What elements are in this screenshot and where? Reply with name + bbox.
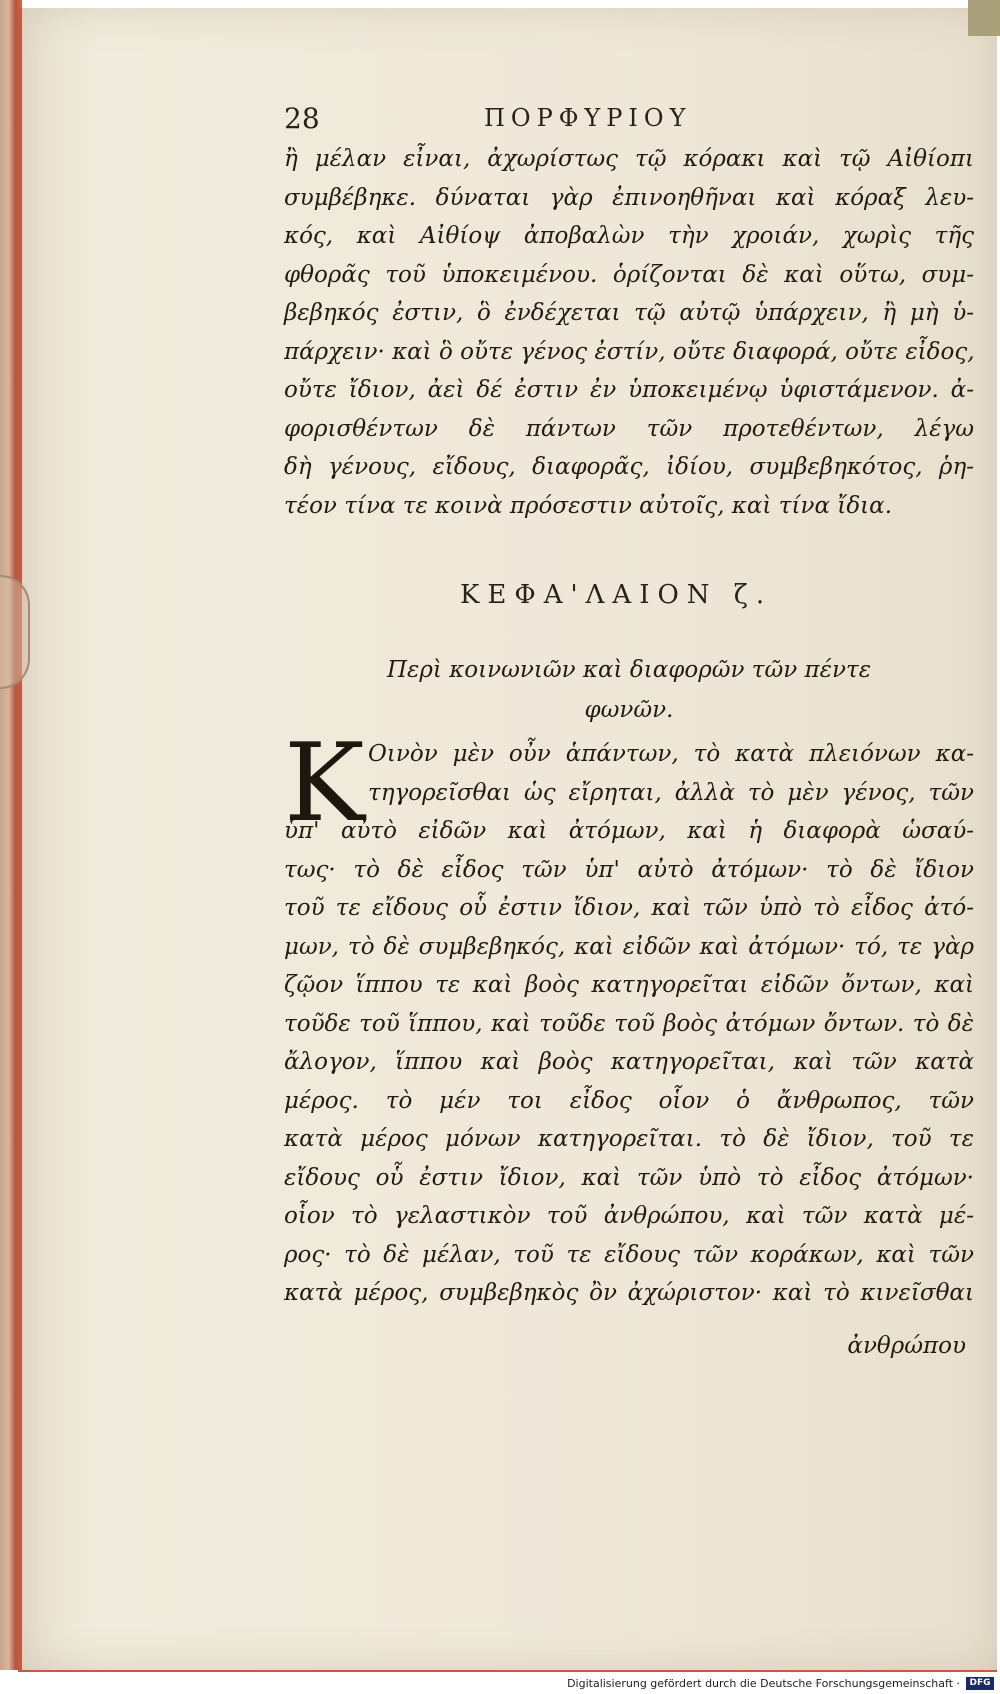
dfg-logo-icon: DFG [966, 1677, 994, 1690]
text-line: βεβηκός ἐστιν, ὃ ἐνδέχεται τῷ αὐτῷ ὑπάρχειν, ἢ μὴ ὑ- [284, 300, 974, 326]
subheading-line: Περὶ κοινωνιῶν καὶ διαφορῶν τῶν πέντε [386, 657, 872, 683]
text-line: τέον τίνα τε κοινὰ πρόσεστιν αὐτοῖς, καὶ τίνα ἴδια. [284, 492, 893, 519]
text-line: οἷον τὸ γελαστικὸν τοῦ ἀνθρώπου, καὶ τῶν κατὰ μέ- [284, 1203, 974, 1229]
paragraph-2 [284, 721, 974, 1313]
text-line: ἢ μέλαν εἶναι, ἀχωρίστως τῷ κόρακι καὶ τῷ Αἰθίοπι [284, 146, 974, 172]
text-line: ζῷον ἵππου τε καὶ βοὸς κατηγορεῖται εἰδῶν ὄντων, καὶ [284, 972, 974, 998]
text-line: φθορᾶς τοῦ ὑποκειμένου. ὁρίζονται δὲ καὶ οὕτω, συμ- [284, 261, 974, 288]
text-line: ὑπ' αὐτὸ εἰδῶν καὶ ἀτόμων, καὶ ἡ διαφορὰ ὡσαύ- [284, 818, 974, 844]
binding-clasp [0, 575, 30, 689]
text-line: τως· τὸ δὲ εἶδος τῶν ὑπ' αὐτὸ ἀτόμων· τὸ δὲ ἴδιον [284, 856, 974, 883]
text-line: εἴδους οὗ ἐστιν ἴδιον, καὶ τῶν ὑπὸ τὸ εἶδος ἀτόμων· [284, 1164, 974, 1191]
catchword: ἀνθρώπου [847, 1333, 966, 1359]
text-line: κατὰ μέρος μόνων κατηγορεῖται. τὸ δὲ ἴδιον, τοῦ τε [284, 1126, 974, 1152]
text-line: κός, καὶ Αἰθίοψ ἀποβαλὼν τὴν χροιάν, χωρὶς τῆς [284, 223, 974, 249]
chapter-heading: ΚΕΦΑ'ΛΑΙΟΝ ζ. [460, 580, 773, 610]
text-line: συμβέβηκε. δύναται γὰρ ἐπινοηθῆναι καὶ κόραξ λευ- [284, 184, 974, 211]
page-corner [968, 0, 1000, 36]
text-line: ἄλογον, ἵππου καὶ βοὸς κατηγορεῖται, καὶ τῶν κατὰ [284, 1049, 974, 1075]
drop-cap: K [284, 721, 365, 846]
text-line: κατὰ μέρος, συμβεβηκὸς ὂν ἀχώριστον· καὶ τὸ κινεῖσθαι [284, 1280, 974, 1306]
text-line: τοῦδε τοῦ ἵππου, καὶ τοῦδε τοῦ βοὸς ἀτόμων ὄντων. τὸ δὲ [284, 1010, 974, 1037]
text-line: πάρχειν· καὶ ὃ οὔτε γένος ἐστίν, οὔτε διαφορά, οὔτε εἶδος, [284, 338, 975, 365]
text-line: δὴ γένους, εἴδους, διαφορᾶς, ἰδίου, συμβεβηκότος, ῥη- [284, 454, 974, 480]
text-line: τηγορεῖσθαι ὡς εἴρηται, ἀλλὰ τὸ μὲν γένος, τῶν [368, 779, 974, 806]
subheading-line: φωνῶν. [584, 697, 674, 723]
text-line: τοῦ τε εἴδους οὗ ἐστιν ἴδιον, καὶ τῶν ὑπὸ τὸ εἶδος ἀτό- [284, 895, 974, 921]
text-line: μέρος. τὸ μέν τοι εἶδος οἷον ὁ ἄνθρωπος, τῶν [284, 1087, 974, 1114]
digitization-credit: Digitalisierung gefördert durch die Deutsche Forschungsgemeinschaft · [567, 1677, 960, 1690]
page-number: 28 [284, 102, 320, 135]
text-line: μων, τὸ δὲ συμβεβηκός, καὶ εἰδῶν καὶ ἀτόμων· τό, τε γὰρ [284, 933, 974, 960]
text-line: Οινὸν μὲν οὖν ἁπάντων, τὸ κατὰ πλειόνων κα- [368, 741, 974, 767]
paragraph-1 [284, 140, 974, 525]
running-head-title: ΠΟΡΦΥΡΙΟΥ [484, 104, 692, 132]
running-head [284, 102, 974, 138]
chapter-subheading [284, 650, 974, 730]
text-line: οὔτε ἴδιον, ἀεὶ δέ ἐστιν ἐν ὑποκειμένῳ ὑφιστάμενον. ἀ- [284, 377, 974, 403]
text-line: φορισθέντων δὲ πάντων τῶν προτεθέντων, λέγω [284, 415, 974, 442]
text-line: ρος· τὸ δὲ μέλαν, τοῦ τε εἴδους τῶν κοράκων, καὶ τῶν [284, 1241, 974, 1268]
footer-bar [0, 1672, 1000, 1694]
